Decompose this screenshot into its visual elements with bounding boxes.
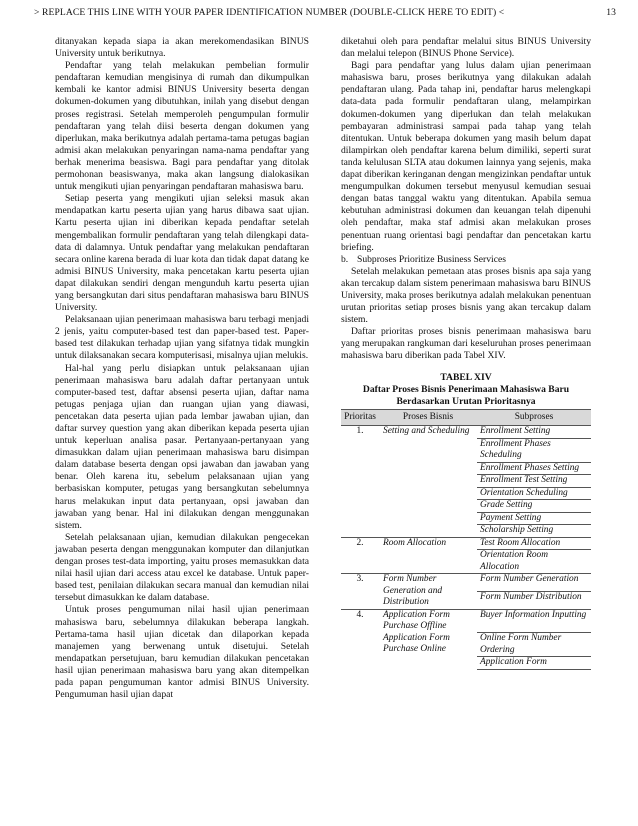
subprocess-cell: Test Room Allocation xyxy=(477,537,591,550)
table-row xyxy=(341,633,591,657)
subprocess-cell: Enrollment Setting xyxy=(477,426,591,439)
subprocess-cell: Buyer Information Inputting xyxy=(477,609,591,633)
page-header xyxy=(34,7,616,21)
paragraph: Pendaftar yang telah melakukan pembelian formulir pendaftaran kemudian mengisinya di rumah dan dikumpulkan kembali ke kantor admisi BINUS University beserta dengan dokumen-dokumen yang dibutuhkan, inilah yang disebut dengan proses registrasi. Setelah memperoleh pengumpulan formulir pendaftaran yang telah diisi beserta dengan dokumen yang diperlukan, maka berikutnya adalah pertama-tama petugas bagian admisi akan melakukan penyaringan nama-nama pendaftar yang berhak menerima beasiswa. Bagi para pendaftar yang ditolak permohonan beasiswanya, maka akan langsung dialokasikan untuk mengikuti ujian penyaringan pendaftaran mahasiswa baru. xyxy=(55,60,309,193)
table-row xyxy=(341,574,591,592)
priority-cell: 2. xyxy=(341,537,379,574)
process-cell: Application Form Purchase Online xyxy=(383,632,450,655)
process-cell: Setting and Scheduling xyxy=(379,426,477,538)
subprocess-cell: Scholarship Setting xyxy=(477,525,591,538)
page-number: 13 xyxy=(606,7,616,18)
table-title: TABEL XIV xyxy=(440,371,492,383)
priority-cell: 1. xyxy=(341,426,379,538)
priority-cell: 4. xyxy=(356,609,364,620)
table-row xyxy=(341,609,591,633)
section-label: b. xyxy=(341,253,349,265)
subprocess-cell: Payment Setting xyxy=(477,512,591,525)
paragraph: Pelaksanaan ujian penerimaan mahasiswa baru terbagi menjadi 2 jenis, yaitu computer-based test dan paper-based test. Paper-based test dilakukan terhadap ujian yang sifatnya tidak mungkin untuk dilaksanakan secara komputerisasi, misalnya ujian melukis. xyxy=(55,314,309,362)
paragraph: diketahui oleh para pendaftar melalui situs BINUS University dan melalui telepon (BINUS Phone Service). xyxy=(341,36,591,60)
left-column xyxy=(55,36,309,701)
process-cell: Application Form Purchase Offline xyxy=(383,609,450,632)
paragraph: Bagi para pendaftar yang lulus dalam ujian penerimaan mahasiswa baru, proses berikutnya yang dilakukan adalah pendaftaran ulang. Pada tahap ini, pendaftar harus melengkapi data-data pada formulir pendaftaran ulang, melampirkan dokumen-dokumen yang diperlukan dan telah melakukan pembayaran administrasi sampai pada tahap yang telah ditentukan. Untuk beberapa dokumen yang masih belum dapat dilampirkan oleh pendaftar karena belum dimiliki, seperti surat tanda kelulusan SLTA atau dokumen lainnya yang sejenis, maka dapat diberikan keringanan dengan mengizinkan pendaftar untuk mengumpulkan dokumen tersebut menyusul kemudian sesuai dengan batas tanggal waktu yang ditentukan. Apabila semua kebutuhan administrasi dokumen dan keuangan telah dipenuhi oleh pendaftar, maka staf admisi akan melakukan proses penentuan ruang orientasi bagi pendaftar dan pencetakan kartu briefing. xyxy=(341,60,591,253)
paragraph: Setiap peserta yang mengikuti ujian seleksi masuk akan mendapatkan kartu peserta ujian yang harus dibawa saat ujian. Kartu peserta ujian ini diberikan kepada pendaftar setelah mengembalikan formulir pendaftaran yang telah dilengkapi data-data di dalamnya. Untuk pendaftar yang melakukan pendaftaran secara online karena berada di luar kota dan tidak dapat datang ke admisi BINUS University, maka pencetakan kartu peserta ujian dapat dilakukan sendiri dengan mengunduh kartu peserta ujian yang bersangkutan dari situs pendaftaran mahasiswa baru BINUS University. xyxy=(55,193,309,314)
subprocess-cell: Application Form xyxy=(477,657,591,670)
subprocess-cell: Enrollment Test Setting xyxy=(477,475,591,488)
priority-table xyxy=(341,409,591,670)
process-cell: Room Allocation xyxy=(379,537,477,574)
subprocess-cell: Orientation Room Allocation xyxy=(477,550,591,574)
subprocess-cell: Form Number Distribution xyxy=(477,591,591,609)
paragraph: Setelah melakukan pemetaan atas proses bisnis apa saja yang akan tercakup dalam sistem penerimaan mahasiswa baru BINUS University, maka proses berikutnya adalah melakukan penentuan urutan prioritas setiap proses bisnis yang akan tercakup dalam sistem. xyxy=(341,265,591,326)
table-header: Prioritas xyxy=(341,409,379,426)
subprocess-cell: Enrollment Phases Setting xyxy=(477,462,591,475)
table-header: Proses Bisnis xyxy=(379,409,477,426)
section-title: Subproses Prioritize Business Services xyxy=(357,253,506,265)
subprocess-cell: Grade Setting xyxy=(477,500,591,513)
paragraph: Hal-hal yang perlu disiapkan untuk pelaksanaan ujian penerimaan mahasiswa baru adalah daftar pertanyaan untuk computer-based test, daftar absensi peserta ujian, daftar nama petugas penjaga ujian dan ruangan ujian yang diawasi, pencetakan data peserta ujian pada lembar jawaban ujian, dan daftar survey question yang akan diberikan kepada peserta ujian untuk keperluan analisa pasar. Pertanyaan-pertanyaan yang dimasukkan dalam ujian penerimaan mahasiswa baru disimpan dalam database beserta dengan opsi jawaban dan jawaban yang benar. Oleh karena itu, sebelum pelaksanaan ujian yang berbasiskan komputer, petugas yang bersangkutan sebelumnya harus melakukan input data pertanyaan, opsi jawaban dan jawaban yang benar. Hal ini dilakukan dengan menggunakan sistem. xyxy=(55,362,309,531)
section-heading xyxy=(341,254,591,266)
table-row xyxy=(341,537,591,550)
subprocess-cell: Form Number Generation xyxy=(477,574,591,592)
paragraph: Setelah pelaksanaan ujian, kemudian dilakukan pengecekan jawaban peserta dengan menggunakan komputer dan dilanjutkan dengan proses test-data importing, yaitu proses memasukkan data nilai hasil ujian dari access atau excel ke database. Untuk paper-based test, penilaian dilakukan secara manual dan kemudian nilai tersebut dimasukkan ke dalam database. xyxy=(55,531,309,604)
header-text: > REPLACE THIS LINE WITH YOUR PAPER IDENTIFICATION NUMBER (DOUBLE-CLICK HERE TO EDIT) < xyxy=(34,7,505,18)
paragraph: ditanyakan kepada siapa ia akan merekomendasikan BINUS University untuk berikutnya. xyxy=(55,36,309,60)
subprocess-cell: Online Form Number Ordering xyxy=(477,633,591,657)
paragraph: Daftar prioritas proses bisnis penerimaan mahasiswa baru yang merupakan rangkuman dari keseluruhan proses penerimaan mahasiswa baru diberikan pada Tabel XIV. xyxy=(341,326,591,362)
paragraph: Untuk proses pengumuman nilai hasil ujian penerimaan mahasiswa baru, sebelumnya dilakukan beberapa langkah. Pertama-tama hasil ujian dicetak dan dilaporkan kepada manajemen yang berwenang untuk disetujui. Setelah mendapatkan persetujuan, baru kemudian dilakukan pencetakan hasil ujian penerimaan mahasiswa baru yang akan ditempelkan pada papan pengumuman kantor admisi BINUS University. Pengumuman hasil ujian dapat xyxy=(55,604,309,701)
right-column xyxy=(341,36,591,670)
subprocess-cell: Enrollment Phases Scheduling xyxy=(477,438,591,462)
table-header: Subproses xyxy=(477,409,591,426)
process-cell: Form Number Generation and Distribution xyxy=(379,574,477,610)
priority-cell: 3. xyxy=(341,574,379,610)
table-subtitle: Berdasarkan Urutan Prioritasnya xyxy=(396,395,536,407)
subprocess-cell: Orientation Scheduling xyxy=(477,487,591,500)
table-row xyxy=(341,426,591,439)
table-subtitle: Daftar Proses Bisnis Penerimaan Mahasiswa Baru xyxy=(362,383,570,395)
